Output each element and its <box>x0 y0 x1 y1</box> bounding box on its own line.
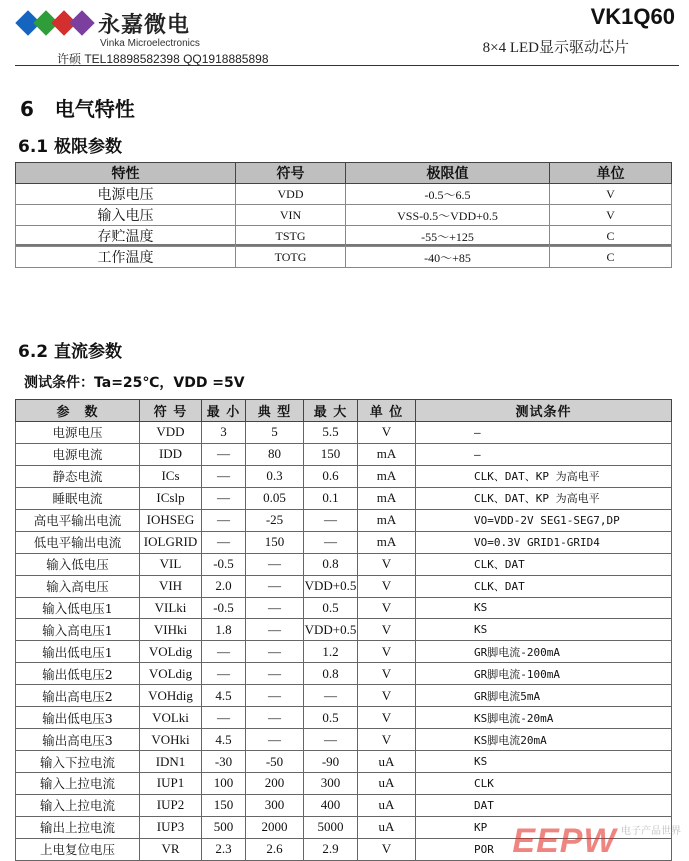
limits-cell-name: 存贮温度 <box>16 226 236 247</box>
eepw-watermark <box>512 822 681 861</box>
header-divider <box>15 65 679 66</box>
dc-cell-symbol: VILki <box>140 597 202 619</box>
dc-cell-symbol: VDD <box>140 422 202 444</box>
dc-row <box>16 707 672 729</box>
dc-cell-max: 0.8 <box>304 663 358 685</box>
dc-cell-cond: — <box>416 443 672 465</box>
dc-cell-min: — <box>202 465 246 487</box>
limits-cell-name: 输入电压 <box>16 205 236 226</box>
dc-cell-typ: — <box>246 553 304 575</box>
limits-cell-symbol: VDD <box>236 184 346 205</box>
limits-cell-value: -0.5～6.5 <box>346 184 550 205</box>
dc-header-cell: 单 位 <box>358 400 416 422</box>
dc-cell-max: 1.2 <box>304 641 358 663</box>
dc-cell-name: 输入高电压 <box>16 575 140 597</box>
dc-cell-max: 5000 <box>304 816 358 838</box>
dc-cell-cond: POR <box>416 838 672 860</box>
dc-cell-min: — <box>202 509 246 531</box>
dc-cell-symbol: VOLdig <box>140 663 202 685</box>
dc-cell-unit: uA <box>358 773 416 795</box>
dc-cell-cond: KP <box>416 816 672 838</box>
brand-english: Vinka Microelectronics <box>100 38 200 49</box>
dc-cell-typ: — <box>246 619 304 641</box>
dc-cell-name: 输出高电压3 <box>16 729 140 751</box>
logo-diamond-purple <box>69 10 94 35</box>
dc-cell-min: — <box>202 443 246 465</box>
dc-header-cell: 符 号 <box>140 400 202 422</box>
dc-cell-typ: 300 <box>246 794 304 816</box>
dc-cell-cond: GR脚电流5mA <box>416 685 672 707</box>
dc-cell-typ: 0.3 <box>246 465 304 487</box>
dc-header-cell: 测试条件 <box>416 400 672 422</box>
dc-cell-typ: — <box>246 663 304 685</box>
dc-cell-min: 3 <box>202 422 246 444</box>
limits-cell-unit: V <box>550 205 672 226</box>
limits-header-cell: 极限值 <box>346 163 550 184</box>
dc-cell-cond: CLK、DAT、KP 为高电平 <box>416 465 672 487</box>
dc-cell-unit: V <box>358 597 416 619</box>
dc-row <box>16 729 672 751</box>
dc-cell-typ: — <box>246 597 304 619</box>
dc-cell-unit: mA <box>358 465 416 487</box>
dc-cell-name: 静态电流 <box>16 465 140 487</box>
dc-row <box>16 663 672 685</box>
dc-cell-cond: KS <box>416 619 672 641</box>
dc-cell-name: 输入低电压 <box>16 553 140 575</box>
dc-cell-unit: V <box>358 422 416 444</box>
dc-cell-typ: -50 <box>246 751 304 773</box>
dc-cell-name: 输出低电压1 <box>16 641 140 663</box>
dc-cell-cond: VO=VDD-2V SEG1-SEG7,DP <box>416 509 672 531</box>
dc-cell-min: -0.5 <box>202 553 246 575</box>
dc-header-cell: 参 数 <box>16 400 140 422</box>
dc-cell-max: VDD+0.5 <box>304 575 358 597</box>
dc-cell-typ: — <box>246 707 304 729</box>
limits-row <box>16 226 672 247</box>
dc-cell-cond: VO=0.3V GRID1-GRID4 <box>416 531 672 553</box>
dc-row <box>16 619 672 641</box>
dc-cell-cond: KS脚电流20mA <box>416 729 672 751</box>
dc-cell-symbol: ICslp <box>140 487 202 509</box>
dc-cell-symbol: IUP2 <box>140 794 202 816</box>
limits-cell-symbol: TSTG <box>236 226 346 247</box>
dc-cell-name: 输出上拉电流 <box>16 816 140 838</box>
section-title: 6 电气特性 <box>20 97 135 121</box>
dc-cell-typ: — <box>246 641 304 663</box>
dc-cell-name: 高电平输出电流 <box>16 509 140 531</box>
dc-cell-max: 300 <box>304 773 358 795</box>
dc-cell-max: 0.8 <box>304 553 358 575</box>
dc-cell-symbol: IOLGRID <box>140 531 202 553</box>
dc-cell-max: 0.5 <box>304 597 358 619</box>
limits-cell-unit: C <box>550 247 672 268</box>
dc-header-row <box>16 400 672 422</box>
watermark-logo: EEPW <box>512 822 617 860</box>
dc-cell-min: — <box>202 487 246 509</box>
dc-cell-symbol: VIL <box>140 553 202 575</box>
limits-cell-unit: V <box>550 184 672 205</box>
dc-cell-min: 4.5 <box>202 685 246 707</box>
dc-cell-name: 输入低电压1 <box>16 597 140 619</box>
dc-cell-typ: 150 <box>246 531 304 553</box>
dc-cell-symbol: VOHki <box>140 729 202 751</box>
dc-cell-typ: 80 <box>246 443 304 465</box>
dc-cell-unit: V <box>358 707 416 729</box>
limits-cell-name: 工作温度 <box>16 247 236 268</box>
dc-cell-min: — <box>202 641 246 663</box>
dc-cell-symbol: VR <box>140 838 202 860</box>
dc-cell-min: 1.8 <box>202 619 246 641</box>
dc-cell-name: 低电平输出电流 <box>16 531 140 553</box>
dc-cell-symbol: IOHSEG <box>140 509 202 531</box>
limits-header-cell: 符号 <box>236 163 346 184</box>
dc-cell-unit: uA <box>358 816 416 838</box>
dc-cell-unit: V <box>358 838 416 860</box>
dc-cell-min: 4.5 <box>202 729 246 751</box>
dc-cell-unit: V <box>358 619 416 641</box>
limits-row <box>16 184 672 205</box>
limits-header-row <box>16 163 672 184</box>
dc-cell-cond: GR脚电流-200mA <box>416 641 672 663</box>
dc-row <box>16 465 672 487</box>
dc-row <box>16 685 672 707</box>
dc-cell-symbol: IUP3 <box>140 816 202 838</box>
dc-cell-min: — <box>202 531 246 553</box>
dc-cell-min: — <box>202 707 246 729</box>
dc-cell-max: 2.9 <box>304 838 358 860</box>
limits-cell-unit: C <box>550 226 672 247</box>
dc-cell-max: 0.5 <box>304 707 358 729</box>
dc-cell-cond: CLK、DAT <box>416 575 672 597</box>
dc-cell-symbol: VOLdig <box>140 641 202 663</box>
brand-name: 永嘉微电 <box>98 13 191 38</box>
dc-cell-cond: CLK、DAT、KP 为高电平 <box>416 487 672 509</box>
dc-cell-typ: 200 <box>246 773 304 795</box>
dc-row <box>16 509 672 531</box>
product-code: VK1Q60 <box>590 4 675 29</box>
dc-cell-typ: 2.6 <box>246 838 304 860</box>
limits-cell-value: -40～+85 <box>346 247 550 268</box>
dc-cell-unit: V <box>358 685 416 707</box>
dc-cell-name: 输出高电压2 <box>16 685 140 707</box>
contact-info: 许硕 TEL18898582398 QQ1918885898 <box>57 52 269 66</box>
dc-cell-unit: uA <box>358 751 416 773</box>
dc-title: 6.2 直流参数 <box>18 342 123 362</box>
dc-row <box>16 773 672 795</box>
dc-cell-unit: V <box>358 663 416 685</box>
dc-cell-max: VDD+0.5 <box>304 619 358 641</box>
limits-row <box>16 247 672 268</box>
limits-header-cell: 特性 <box>16 163 236 184</box>
dc-row <box>16 597 672 619</box>
limits-cell-name: 电源电压 <box>16 184 236 205</box>
dc-cell-name: 电源电流 <box>16 443 140 465</box>
limits-cell-value: VSS-0.5～VDD+0.5 <box>346 205 550 226</box>
dc-cell-symbol: VOLki <box>140 707 202 729</box>
dc-cell-cond: KS <box>416 751 672 773</box>
dc-cell-typ: -25 <box>246 509 304 531</box>
dc-cell-symbol: IDD <box>140 443 202 465</box>
dc-header-cell: 最 小 <box>202 400 246 422</box>
dc-cell-typ: — <box>246 575 304 597</box>
dc-cell-name: 输入上拉电流 <box>16 773 140 795</box>
test-condition: 测试条件：Ta=25℃，VDD =5V <box>24 375 245 391</box>
dc-cell-name: 睡眠电流 <box>16 487 140 509</box>
limits-row <box>16 205 672 226</box>
dc-cell-name: 电源电压 <box>16 422 140 444</box>
dc-cell-cond: CLK <box>416 773 672 795</box>
dc-row <box>16 443 672 465</box>
dc-cell-max: 5.5 <box>304 422 358 444</box>
limits-cell-symbol: TOTG <box>236 247 346 268</box>
dc-cell-max: 0.6 <box>304 465 358 487</box>
dc-row <box>16 531 672 553</box>
dc-cell-typ: — <box>246 685 304 707</box>
dc-cell-name: 输入高电压1 <box>16 619 140 641</box>
dc-row <box>16 751 672 773</box>
dc-cell-name: 输出低电压2 <box>16 663 140 685</box>
dc-row <box>16 422 672 444</box>
dc-header-cell: 最 大 <box>304 400 358 422</box>
dc-cell-max: 0.1 <box>304 487 358 509</box>
watermark-subtitle: 电子产品世界 <box>621 826 681 837</box>
dc-cell-min: 2.3 <box>202 838 246 860</box>
dc-cell-typ: 0.05 <box>246 487 304 509</box>
dc-cell-unit: mA <box>358 487 416 509</box>
dc-cell-unit: V <box>358 553 416 575</box>
dc-cell-max: — <box>304 531 358 553</box>
dc-cell-typ: — <box>246 729 304 751</box>
dc-cell-unit: V <box>358 575 416 597</box>
limits-table <box>15 162 672 268</box>
dc-cell-min: 500 <box>202 816 246 838</box>
dc-cell-min: — <box>202 663 246 685</box>
dc-cell-unit: mA <box>358 509 416 531</box>
dc-row <box>16 553 672 575</box>
dc-cell-name: 输入上拉电流 <box>16 794 140 816</box>
dc-cell-symbol: VIHki <box>140 619 202 641</box>
dc-cell-name: 输出低电压3 <box>16 707 140 729</box>
limits-header-cell: 单位 <box>550 163 672 184</box>
logo <box>14 6 96 50</box>
dc-cell-typ: 2000 <box>246 816 304 838</box>
dc-cell-unit: uA <box>358 794 416 816</box>
dc-cell-cond: GR脚电流-100mA <box>416 663 672 685</box>
dc-cell-max: 400 <box>304 794 358 816</box>
dc-cell-max: 150 <box>304 443 358 465</box>
dc-cell-unit: mA <box>358 531 416 553</box>
dc-cell-cond: KS <box>416 597 672 619</box>
limits-cell-symbol: VIN <box>236 205 346 226</box>
dc-cell-max: — <box>304 729 358 751</box>
dc-cell-min: 100 <box>202 773 246 795</box>
dc-cell-cond: KS脚电流-20mA <box>416 707 672 729</box>
dc-cell-typ: 5 <box>246 422 304 444</box>
dc-header-cell: 典 型 <box>246 400 304 422</box>
dc-cell-max: — <box>304 685 358 707</box>
product-description: 8×4 LED显示驱动芯片 <box>482 40 629 56</box>
dc-cell-symbol: VOHdig <box>140 685 202 707</box>
dc-cell-min: 2.0 <box>202 575 246 597</box>
dc-cell-unit: V <box>358 641 416 663</box>
dc-row <box>16 641 672 663</box>
dc-cell-max: -90 <box>304 751 358 773</box>
dc-cell-cond: CLK、DAT <box>416 553 672 575</box>
dc-cell-symbol: IDN1 <box>140 751 202 773</box>
dc-cell-min: 150 <box>202 794 246 816</box>
dc-row <box>16 794 672 816</box>
limits-title: 6.1 极限参数 <box>18 137 123 157</box>
dc-cell-min: -30 <box>202 751 246 773</box>
dc-cell-name: 上电复位电压 <box>16 838 140 860</box>
dc-cell-symbol: ICs <box>140 465 202 487</box>
dc-cell-name: 输入下拉电流 <box>16 751 140 773</box>
dc-table <box>15 399 672 861</box>
dc-row <box>16 487 672 509</box>
limits-cell-value: -55～+125 <box>346 226 550 247</box>
dc-cell-max: — <box>304 509 358 531</box>
dc-cell-unit: mA <box>358 443 416 465</box>
dc-cell-symbol: IUP1 <box>140 773 202 795</box>
dc-row <box>16 575 672 597</box>
dc-cell-unit: V <box>358 729 416 751</box>
dc-cell-min: -0.5 <box>202 597 246 619</box>
dc-cell-cond: — <box>416 422 672 444</box>
dc-cell-symbol: VIH <box>140 575 202 597</box>
dc-cell-cond: DAT <box>416 794 672 816</box>
